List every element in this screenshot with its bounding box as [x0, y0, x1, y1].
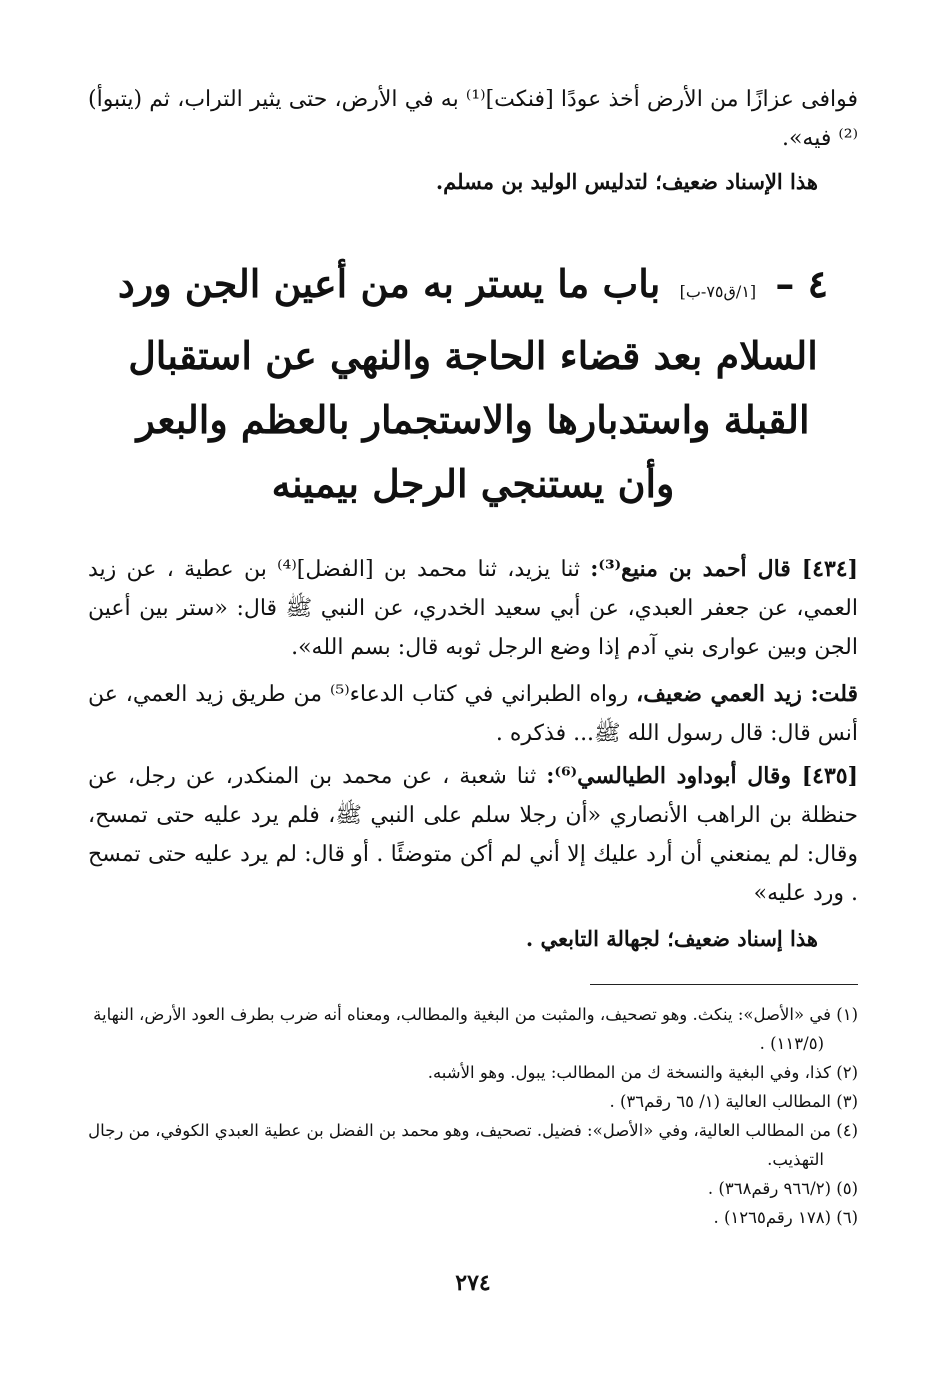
hadith-435-verdict: هذا إسناد ضعيف؛ لجهالة التابعي . [525, 926, 818, 951]
qult-text: رواه الطبراني في كتاب الدعاء⁽⁵⁾ من طريق زيد العمي، عن أنس قال: قال رسول الله ﷺ... فذكره . [88, 682, 858, 746]
chapter-heading [88, 252, 858, 516]
footnote-5: (٥) (٩٦٦/٢ رقم٣٦٨) . [707, 1179, 858, 1198]
chapter-number: ٤ – [775, 261, 829, 306]
footnote-1: (١) في «الأصل»: ينكث. وهو تصحيف، والمثبت من البغية والمطالب، ومعناه أنه ضرب بطرف العود الأرض، النهاية (١١٣/٥) . [93, 1005, 858, 1053]
chapter-title-line-4: وأن يستنجي الرجل بيمينه [271, 461, 675, 506]
hadith-434-text: ثنا يزيد، ثنا محمد بن [الفضل]⁽⁴⁾ بن عطية ، عن زيد العمي، عن جعفر العبدي، عن أبي سعيد الخدري، عن النبي ﷺ قال: «ستر بين أعين الجن وبين عوارى بني آدم إذا وضع الرجل ثوبه قال: بسم الله». [88, 557, 858, 660]
chapter-title-line-2: السلام بعد قضاء الحاجة والنهي عن استقبال [128, 333, 818, 378]
hadith-435 [88, 757, 858, 957]
qult-section [88, 675, 858, 753]
footnote-4: (٤) من المطالب العالية، وفي «الأصل»: فضيل. تصحيف، وهو محمد بن الفضل بن عطية العبدي الكوفي، من رجال التهذيب. [88, 1121, 858, 1169]
footnote-2: (٢) كذا، وفي البغية والنسخة ك من المطالب: يبول. وهو الأشبه. [427, 1063, 858, 1082]
hadith-434 [88, 550, 858, 667]
hadith-435-lead: [٤٣٥] وقال أبوداود الطيالسي⁽⁶⁾: [546, 763, 858, 789]
qult-lead: قلت: زيد العمي ضعيف، [636, 681, 859, 707]
page-number: ٢٧٤ [455, 1270, 491, 1296]
hadith-435-paragraph [88, 757, 858, 913]
qult-paragraph [88, 675, 858, 753]
manuscript-ref: [١/ق٧٥-ب] [679, 282, 757, 301]
footnote-6: (٦) (١٧٨ رقم١٢٦٥) . [713, 1208, 858, 1227]
chapter-title-line-3: القبلة واستدبارها والاستجمار بالعظم والبعر [136, 397, 810, 442]
hadith-434-lead: [٤٣٤] قال أحمد بن منيع⁽³⁾: [590, 556, 859, 582]
intro-section [88, 80, 858, 200]
chapter-title-line-1: باب ما يستر به من أعين الجن ورد [117, 261, 661, 306]
chapter-heading-line-1 [88, 252, 858, 324]
footnote-3: (٣) المطالب العالية (١/ ٦٥ رقم٣٦) . [609, 1092, 858, 1111]
hadith-435-text: ثنا شعبة ، عن محمد بن المنكدر، عن رجل، عن حنظلة بن الراهب الأنصاري «أن رجلا سلم على النبي ﷺ، فلم يرد عليه حتى تمسح، وقال: لم يمنعني أن أرد عليك إلا أني لم أكن متوضئًا . أو قال: لم يرد عليه حتى تمسح . ورد عليه» [88, 764, 858, 906]
intro-verdict: هذا الإسناد ضعيف؛ لتدليس الوليد بن مسلم. [435, 169, 818, 194]
hadith-434-paragraph [88, 550, 858, 667]
footnote-divider [590, 984, 858, 985]
footnotes [88, 1000, 858, 1232]
intro-paragraph: فوافى عزازًا من الأرض أخذ عودًا [فنكت]⁽¹⁾ به في الأرض، حتى يثير التراب، ثم (يتبوأ)⁽²⁾ فيه». [88, 87, 858, 151]
